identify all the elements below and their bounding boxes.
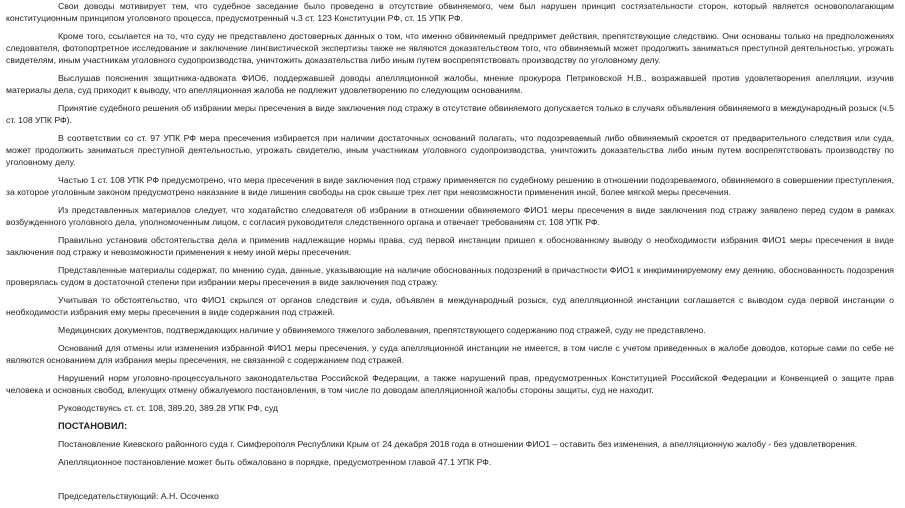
ruling-paragraph-2: Апелляционное постановление может быть обжаловано в порядке, предусмотренном главой 47.1 УПК РФ. [58,457,492,467]
paragraph-3: Выслушав пояснения защитника-адвоката ФИО6, поддержавшей доводы апелляционной жалобы, мнение прокурора Петриковской Н.В., возражавшей против удовлетворения апелляции, изучив материалы дела, суд приходит к выводу, что апелляционная жалоба не подлежит удовлетворению по следующим основаниям. [6,73,894,95]
paragraph-12: Оснований для отмены или изменения избранной ФИО1 меры пресечения, у суда апелляционной инстанции не имеется, в том числе с учетом приведенных в жалобе доводов, которые сами по себе не являются основанием для избрания меры пресечения, не связанной с содержанием под стражей. [6,343,894,365]
paragraph-4: Принятие судебного решения об избрании меры пресечения в виде заключения под стражу в отсутствие обвиняемого допускается только в случаях объявления обвиняемого в международный розыск (ч.5 ст. 108 УПК РФ). [6,103,894,125]
paragraph-6: Частью 1 ст. 108 УПК РФ предусмотрено, что мера пресечения в виде заключения под стражу применяется по судебному решению в отношении подозреваемого, обвиняемого в совершении преступления, за которое уголовным законом предусмотрено наказание в виде лишения свободы на срок свыше трех лет при невозможности применения иной, более мягкой меры пресечения. [6,175,894,197]
paragraph-11: Медицинских документов, подтверждающих наличие у обвиняемого тяжелого заболевания, препятствующего содержанию под стражей, суду не представлено. [58,325,706,335]
ruling-paragraph-1: Постановление Киевского районного суда г. Симферополя Республики Крым от 24 декабря 2018 года в отношении ФИО1 – оставить без изменения, а апелляционную жалобу - без удовлетворения. [58,439,858,449]
paragraph-9: Представленные материалы содержат, по мнению суда, данные, указывающие на наличие обоснованных подозрений в причастности ФИО1 к инкриминируемому ему деянию, обоснованность подозрения проверялась судом в достаточной степени при избрании меры пресечения в виде заключения под стражу. [6,265,894,287]
paragraph-8: Правильно установив обстоятельства дела и применив надлежащие нормы права, суд первой инстанции пришел к обоснованному выводу о необходимости избрания ФИО1 меры пресечения в виде заключения под стражу и невозможности применения к нему иной меры пресечения. [6,235,894,257]
paragraph-5: В соответствии со ст. 97 УПК РФ мера пресечения избирается при наличии достаточных оснований полагать, что подозреваемый либо обвиняемый скроется от предварительного следствия или суда, может продолжить заниматься преступной деятельностью, угрожать свидетелю, иным участникам уголовного судопроизводства, уничтожить доказательства либо иным путем воспрепятствовать производству по уголовному делу. [6,133,894,167]
paragraph-10: Учитывая то обстоятельство, что ФИО1 скрылся от органов следствия и суда, объявлен в международный розыск, суд апелляционной инстанции соглашается с выводом суда первой инстанции о необходимости избрания ему меры пресечения в виде содержания под стражей. [6,295,894,317]
paragraph-7: Из представленных материалов следует, что ходатайство следователя об избрании в отношении обвиняемого ФИО1 меры пресечения в виде заключения под стражу заявлено перед судом в рамках возбужденного уголовного дела, уполномоченным лицом, с согласия руководителя следственного органа и отвечает требованиям ст. 108 УПК РФ. [6,205,894,227]
paragraph-13: Нарушений норм уголовно-процессуального законодательства Российской Федерации, а также нарушений прав, предусмотренных Конституцией Российской Федерации и Конвенцией о защите прав человека и основных свобод, влекущих отмену обжалуемого постановления, в том числе по доводам апелляционной жалобы стороны защиты, суд не находит. [6,373,894,395]
paragraph-2: Кроме того, ссылается на то, что суду не представлено достоверных данных о том, что именно обвиняемый предпримет действия, препятствующие следствию. Они основаны только на предположениях следователя, фотопортретное исследование и заключение лингвистической экспертизы также не являются доказательством того, что обвиняемый может продолжить заниматься преступной деятельностью, угрожать свидетелям, иным участникам уголовного судопроизводства, уничтожить доказательства либо иным путем воспрепятствовать производству по уголовному делу. [6,31,894,65]
paragraph-14: Руководствуясь ст. ст. 108, 389.20, 389.28 УПК РФ, суд [58,403,278,413]
ruling-heading: ПОСТАНОВИЛ: [58,421,128,431]
signature: Председательствующий: А.Н. Осоченко [58,491,219,501]
paragraph-1: Свои доводы мотивирует тем, что судебное заседание было проведено в отсутствие обвиняемого, чем был нарушен принцип состязательности сторон, который является основополагающим конституционным принципом уголовного процесса, предусмотренный ч.3 ст. 123 Конституции РФ, ст. 15 УПК РФ. [6,1,894,23]
